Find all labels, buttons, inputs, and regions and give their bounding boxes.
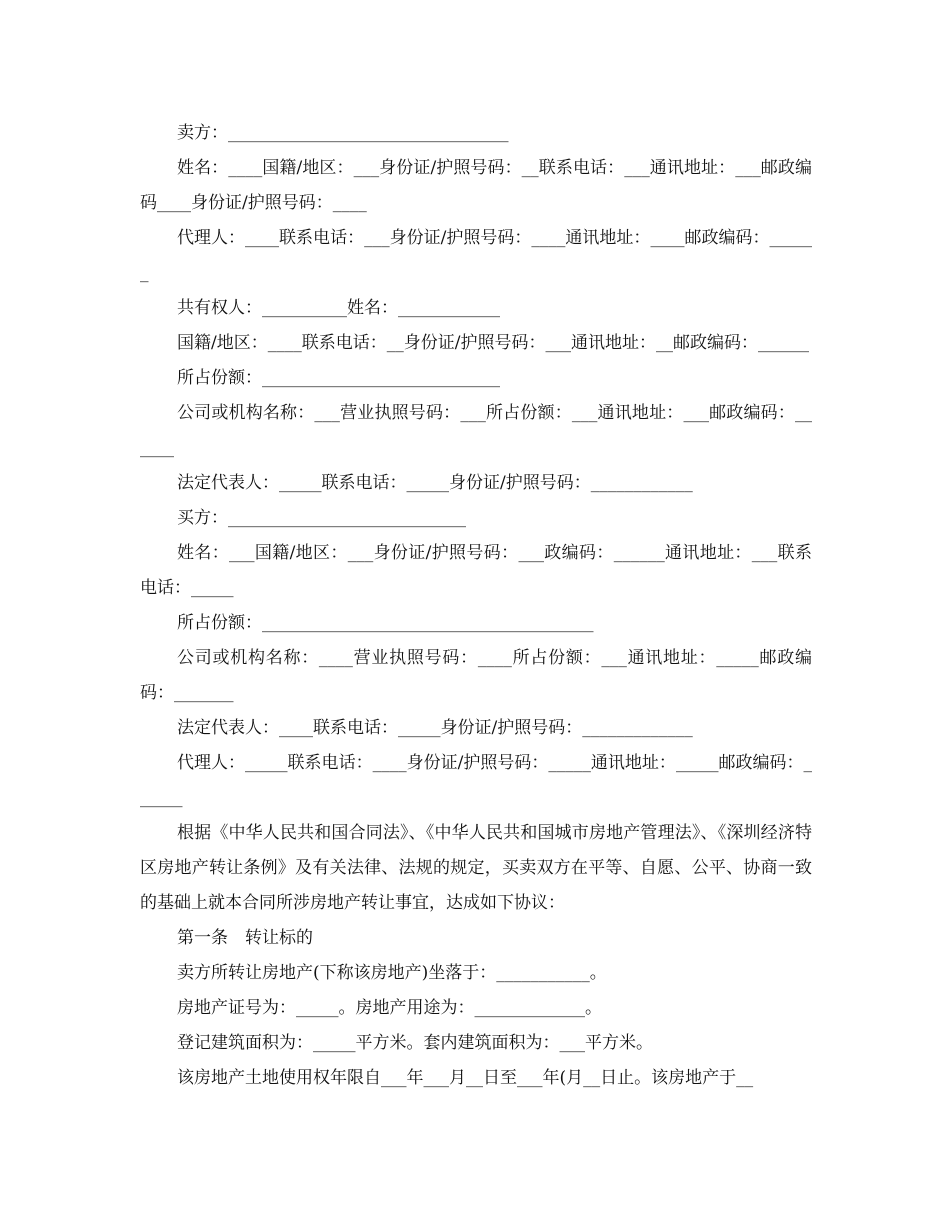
buyer-line: 买方：____________________________ [177,508,466,528]
buyer-personal-info: 姓名：___国籍/地区：___身份证/护照号码：___政编码：______通讯地址：___联系电话：_____ [140,543,812,598]
seller-agent-info: 代理人：____联系电话：___身份证/护照号码：____通讯地址：____邮政编码：______ [140,228,812,283]
seller-share-line: 所占份额：____________________________ [177,368,500,388]
document-body [140,116,812,1096]
buyer-company-info: 公司或机构名称：____营业执照号码：____所占份额：___通讯地址：_____邮政编码：_______ [140,648,812,703]
article-one-heading: 第一条 转让标的 [177,928,313,948]
legal-basis-paragraph: 根据《中华人民共和国合同法》、《中华人民共和国城市房地产管理法》、《深圳经济特区房地产转让条例》及有关法律、法规的规定，买卖双方在平等、自愿、公平、协商一致的基础上就本合同所涉房地产转让事宜，达成如下协议： [140,823,812,913]
buyer-share-line: 所占份额：_______________________________________ [177,613,594,633]
co-owner-info: 国籍/地区：____联系电话：__身份证/护照号码：___通讯地址：__邮政编码：______ [177,333,809,353]
seller-legal-rep-info: 法定代表人：_____联系电话：_____身份证/护照号码：____________ [177,473,693,493]
property-certificate-line: 房地产证号为：_____。房地产用途为：_____________。 [177,998,602,1018]
seller-personal-info: 姓名：____国籍/地区：___身份证/护照号码：__联系电话：___通讯地址：___邮政编码____身份证/护照号码：____ [140,158,812,213]
buyer-agent-info: 代理人：_____联系电话：____身份证/护照号码：_____通讯地址：_____邮政编码：______ [140,753,812,808]
buyer-legal-rep-info: 法定代表人：____联系电话：_____身份证/护照号码：_____________ [177,718,693,738]
building-area-line: 登记建筑面积为：_____平方米。套内建筑面积为：___平方米。 [177,1033,653,1053]
co-owner-line: 共有权人：__________姓名：____________ [177,298,500,318]
land-use-term-line: 该房地产土地使用权年限自___年___月__日至___年(月__日止。该房地产于__ [177,1068,754,1088]
property-location-line: 卖方所转让房地产(下称该房地产)坐落于：___________。 [177,963,607,983]
seller-line: 卖方：_________________________________ [177,123,509,143]
seller-company-info: 公司或机构名称：___营业执照号码：___所占份额：___通讯地址：___邮政编码：______ [140,403,812,458]
